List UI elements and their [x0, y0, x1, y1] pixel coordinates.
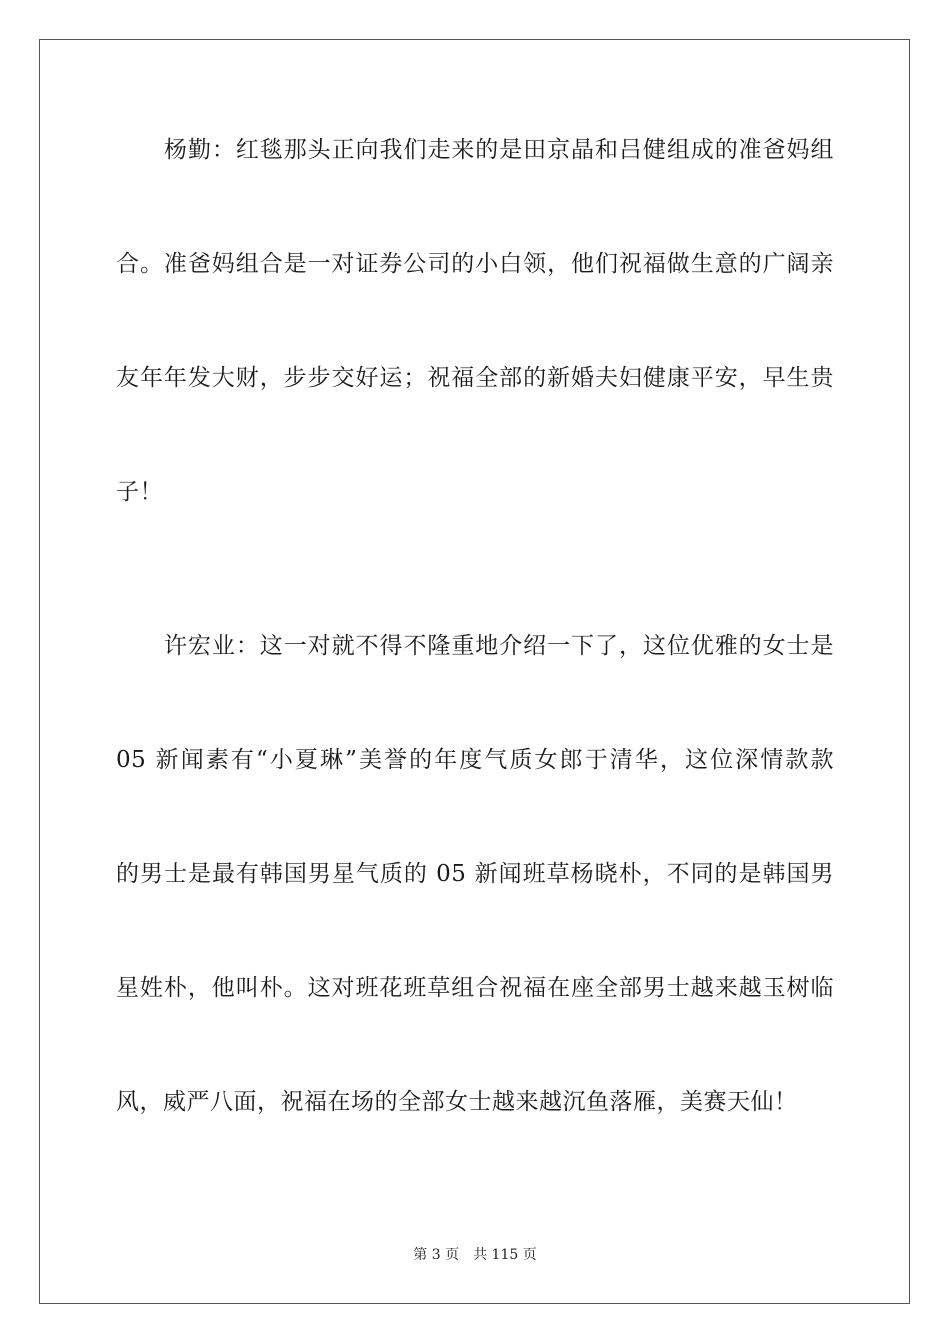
page-footer	[0, 1245, 950, 1265]
paragraph-2-line-5: 风，威严八面，祝福在场的全部女士越来越沉鱼落雁，美赛天仙！	[116, 1089, 798, 1115]
paragraph-2-line-1: 许宏业：这一对就不得不隆重地介绍一下了，这位优雅的女士是	[164, 633, 834, 659]
page-total: 共 115 页	[473, 1247, 537, 1263]
paragraph-1-line-2: 合。准爸妈组合是一对证券公司的小白领，他们祝福做生意的广阔亲	[116, 251, 834, 277]
paragraph-2-line-4: 星姓朴，他叫朴。这对班花班草组合祝福在座全部男士越来越玉树临	[116, 975, 834, 1001]
paragraph-1-line-1: 杨勤：红毯那头正向我们走来的是田京晶和吕健组成的准爸妈组	[164, 137, 834, 163]
page-number: 第 3 页	[413, 1247, 460, 1263]
paragraph-1-line-4: 子！	[116, 479, 163, 505]
paragraph-1-line-3: 友年年发大财，步步交好运；祝福全部的新婚夫妇健康平安，早生贵	[116, 365, 834, 391]
paragraph-2-line-3: 的男士是最有韩国男星气质的 05 新闻班草杨晓朴，不同的是韩国男	[116, 861, 834, 887]
paragraph-2-line-2: 05 新闻素有“小夏琳”美誉的年度气质女郎于清华，这位深情款款	[116, 747, 834, 773]
